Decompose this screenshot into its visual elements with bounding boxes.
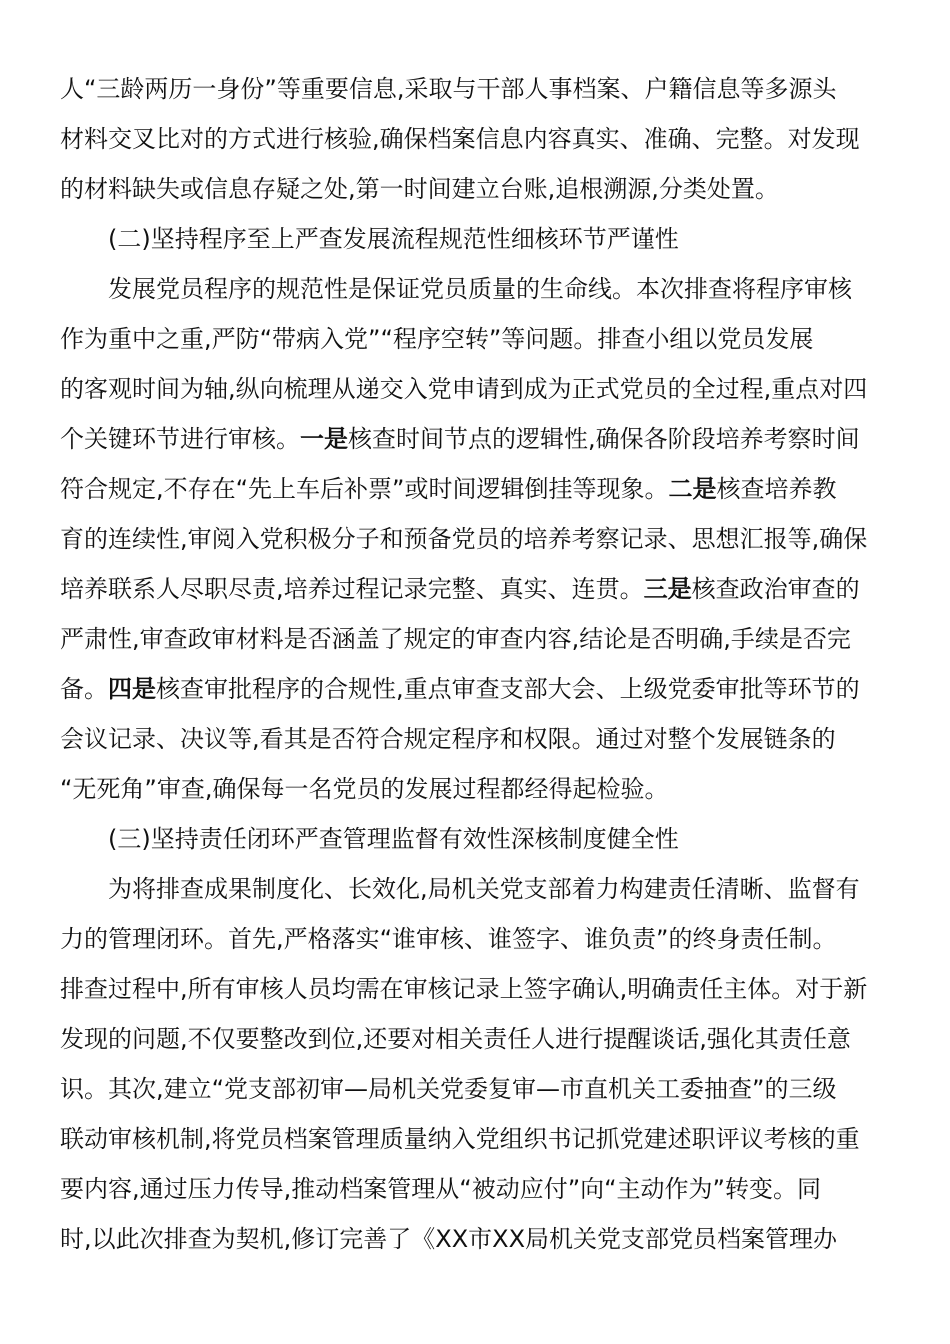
- text-line: [60, 1114, 892, 1164]
- text-line: [60, 864, 892, 914]
- text-segment: 会议记录、决议等,看其是否符合规定程序和权限。通过对整个发展链条的: [60, 725, 836, 753]
- text-line: [60, 264, 892, 314]
- text-line: [60, 814, 892, 864]
- text-line: [60, 1014, 892, 1064]
- text-segment: 的客观时间为轴,纵向梳理从递交入党申请到成为正式党员的全过程,重点对四: [60, 375, 868, 403]
- text-line: [60, 664, 892, 714]
- text-line: [60, 564, 892, 614]
- text-segment: “无死角”审查,确保每一名党员的发展过程都经得起检验。: [60, 775, 669, 803]
- text-line: [60, 1164, 892, 1214]
- text-segment: 作为重中之重,严防“带病入党”“程序空转”等问题。排查小组以党员发展: [60, 325, 814, 353]
- text-line: [60, 114, 892, 164]
- text-line: [60, 1064, 892, 1114]
- text-segment: 严肃性,审查政审材料是否涵盖了规定的审查内容,结论是否明确,手续是否完: [60, 625, 851, 653]
- text-segment: 个关键环节进行审核。: [60, 425, 300, 453]
- text-segment: 排查过程中,所有审核人员均需在审核记录上签字确认,明确责任主体。对于新: [60, 975, 868, 1003]
- text-segment: 力的管理闭环。首先,严格落实“谁审核、谁签字、谁负责”的终身责任制。: [60, 925, 837, 953]
- text-segment: 识。其次,建立“党支部初审—局机关党委复审—市直机关工委抽查”的三级: [60, 1075, 837, 1103]
- text-segment: 为将排查成果制度化、长效化,局机关党支部着力构建责任清晰、监督有: [60, 875, 860, 903]
- document-body: [60, 64, 892, 1264]
- text-segment: 核查审批程序的合规性,重点审查支部大会、上级党委审批等环节的: [156, 675, 860, 703]
- text-line: [60, 964, 892, 1014]
- text-line: [60, 314, 892, 364]
- text-line: [60, 764, 892, 814]
- text-segment: 材料交叉比对的方式进行核验,确保档案信息内容真实、准确、完整。对发现: [60, 125, 860, 153]
- text-segment: 发展党员程序的规范性是保证党员质量的生命线。本次排查将程序审核: [60, 275, 852, 303]
- text-segment: 要内容,通过压力传导,推动档案管理从“被动应付”向“主动作为”转变。同: [60, 1175, 821, 1203]
- text-segment: 人“三龄两历一身份”等重要信息,采取与干部人事档案、户籍信息等多源头: [60, 75, 837, 103]
- text-segment: 核查培养教: [716, 475, 837, 503]
- text-line: [60, 64, 892, 114]
- text-segment: 符合规定,不存在“先上车后补票”或时间逻辑倒挂等现象。: [60, 475, 669, 503]
- text-line: [60, 164, 892, 214]
- text-line: [60, 514, 892, 564]
- text-line: [60, 714, 892, 764]
- text-segment: 备。: [60, 675, 108, 703]
- text-line: [60, 364, 892, 414]
- text-segment: 的材料缺失或信息存疑之处,第一时间建立台账,追根溯源,分类处置。: [60, 175, 779, 203]
- text-segment: 核查时间节点的逻辑性,确保各阶段培养考察时间: [348, 425, 860, 453]
- text-segment: 培养联系人尽职尽责,培养过程记录完整、真实、连贯。: [60, 575, 644, 603]
- text-line: [60, 1214, 892, 1264]
- text-segment: 育的连续性,审阅入党积极分子和预备党员的培养考察记录、思想汇报等,确保: [60, 525, 868, 553]
- text-segment: (二)坚持程序至上严查发展流程规范性细核环节严谨性: [60, 225, 679, 253]
- bold-ordinal: 三是: [643, 575, 692, 603]
- bold-ordinal: 一是: [300, 425, 348, 453]
- text-line: [60, 914, 892, 964]
- bold-ordinal: 二是: [668, 475, 717, 503]
- text-segment: (三)坚持责任闭环严查管理监督有效性深核制度健全性: [60, 825, 679, 853]
- text-segment: 核查政治审查的: [691, 575, 860, 603]
- text-line: [60, 214, 892, 264]
- text-segment: 发现的问题,不仅要整改到位,还要对相关责任人进行提醒谈话,强化其责任意: [60, 1025, 851, 1053]
- text-line: [60, 414, 892, 464]
- bold-ordinal: 四是: [108, 675, 156, 703]
- text-segment: 时,以此次排查为契机,修订完善了《XX市XX局机关党支部党员档案管理办: [60, 1225, 838, 1253]
- text-line: [60, 614, 892, 664]
- text-line: [60, 464, 892, 514]
- text-segment: 联动审核机制,将党员档案管理质量纳入党组织书记抓党建述职评议考核的重: [60, 1125, 860, 1153]
